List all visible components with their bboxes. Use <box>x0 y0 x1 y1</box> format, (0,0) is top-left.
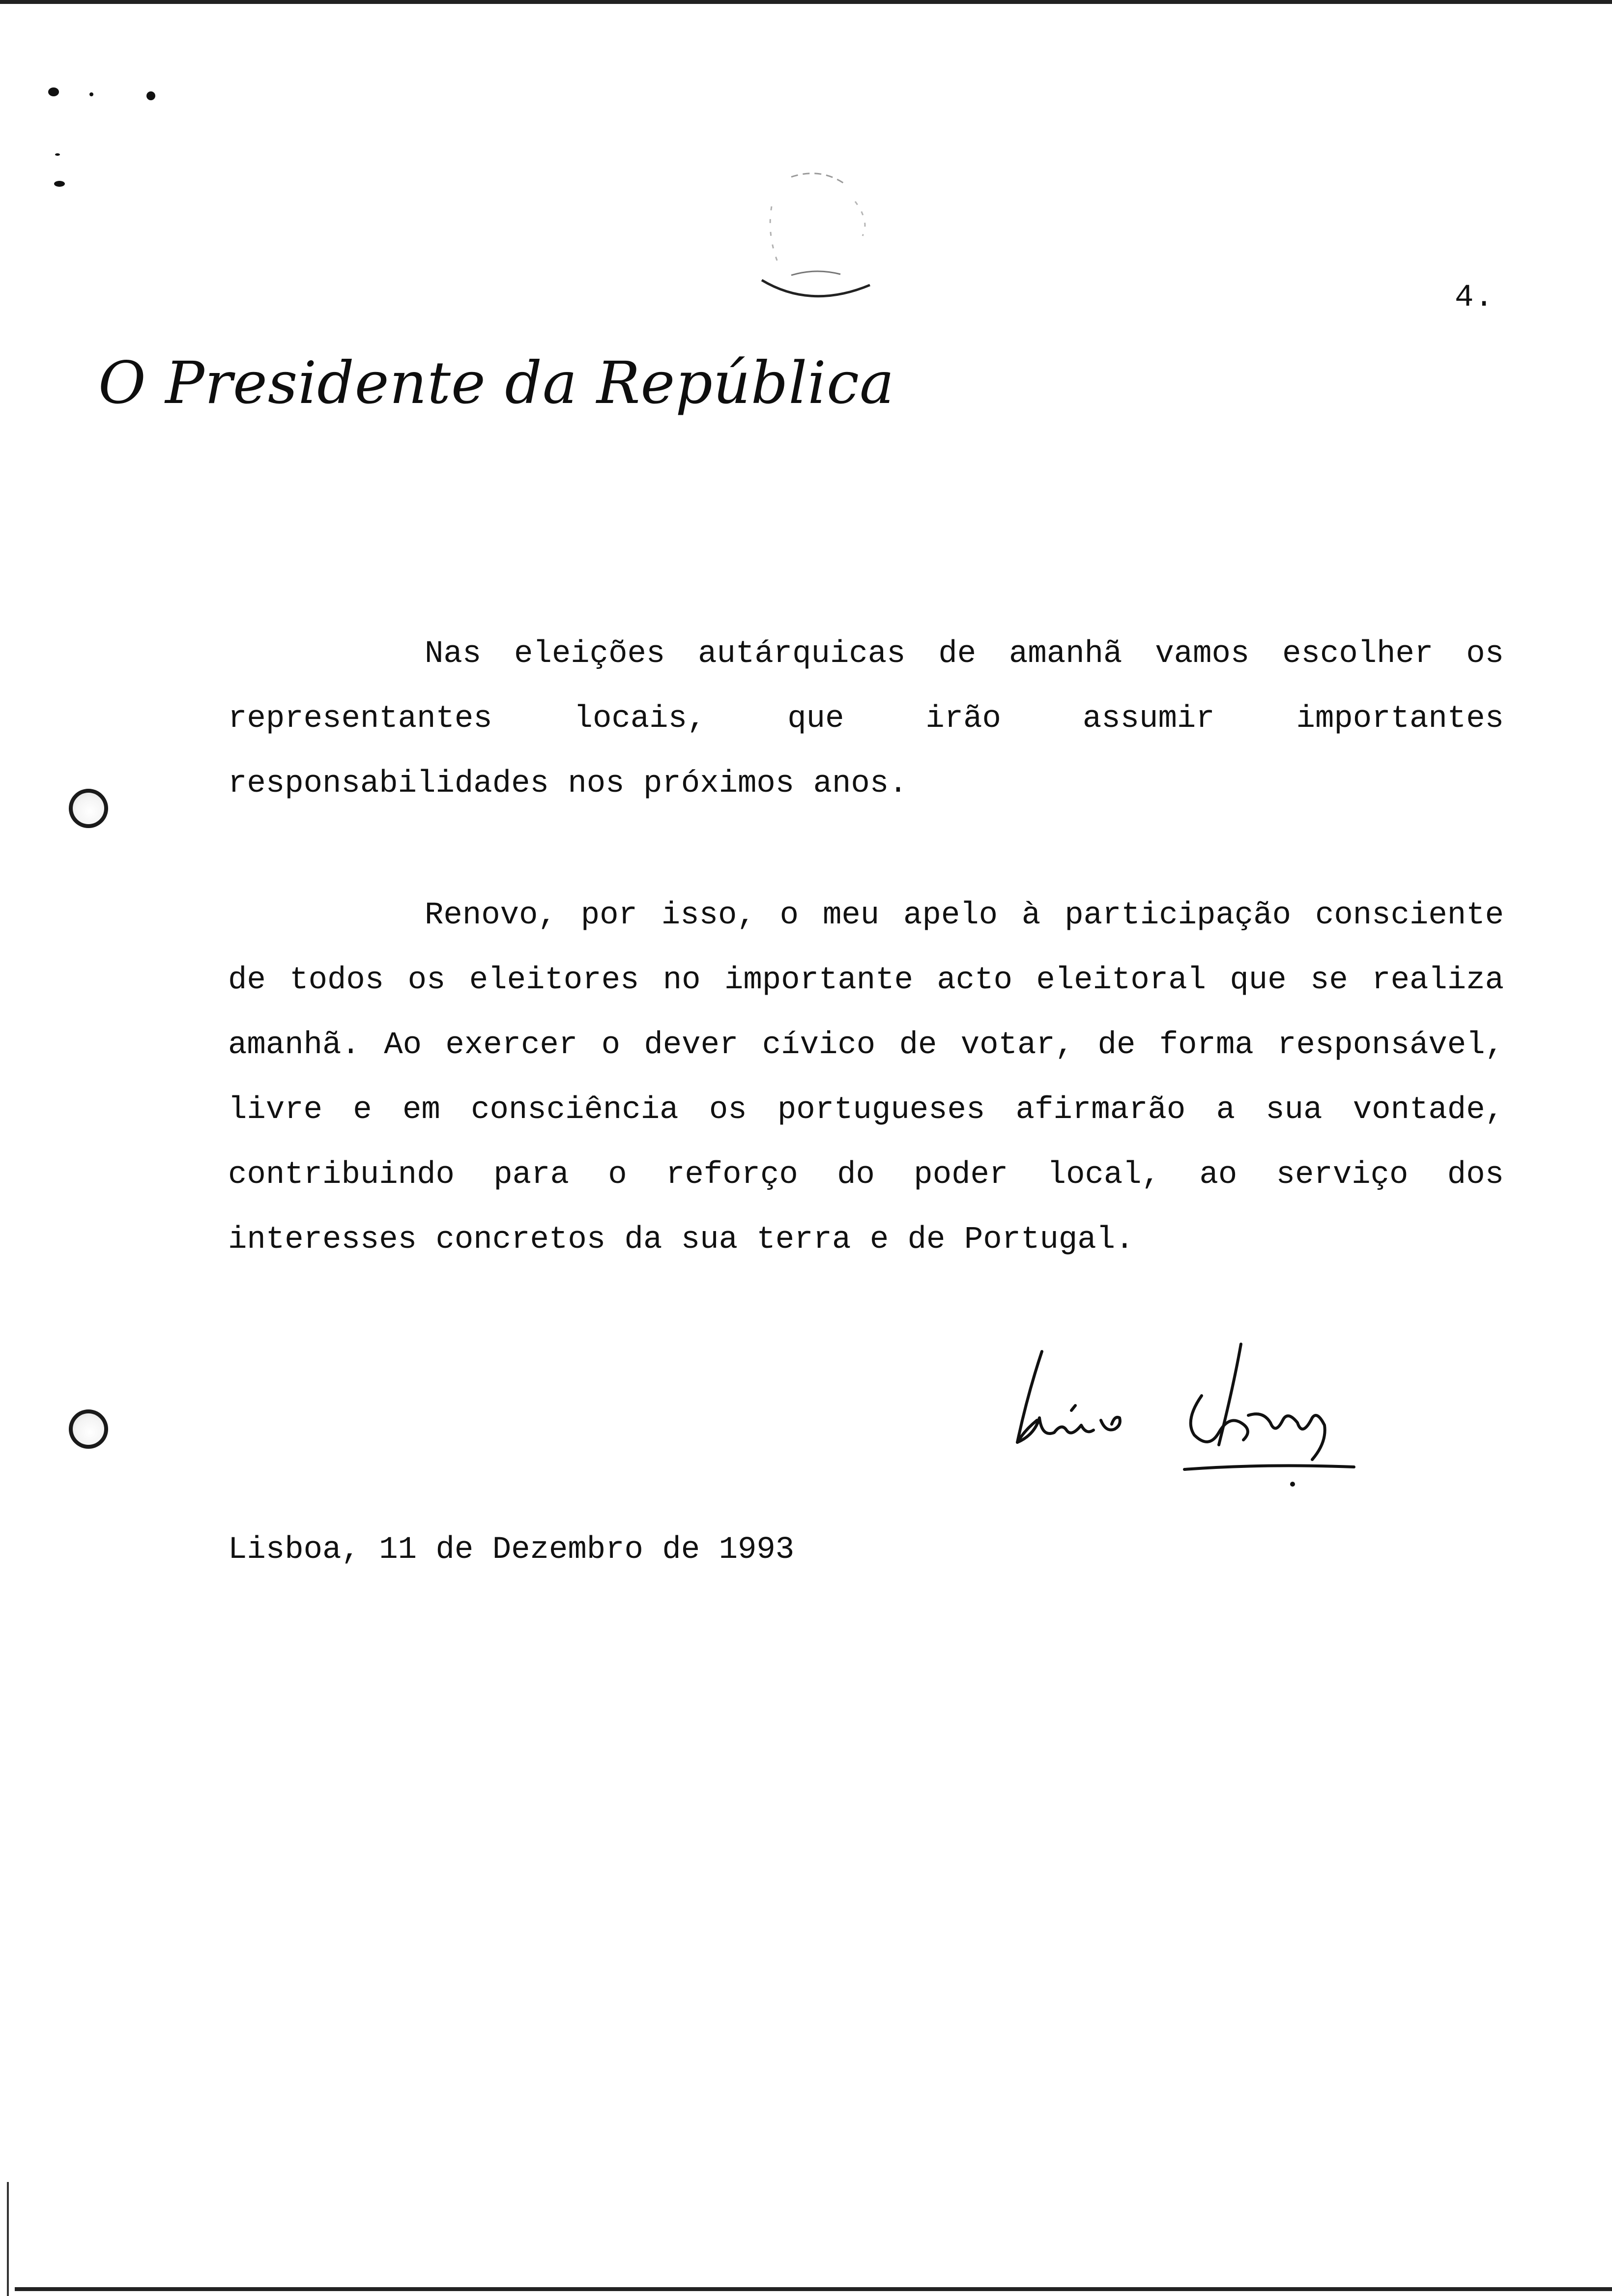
paragraph <box>228 622 1504 816</box>
paragraph-line: amanhã. Ao exercer o dever cívico de votar, de forma responsável, <box>228 1028 1504 1063</box>
paragraph <box>228 883 1504 1272</box>
scan-speck <box>54 181 65 187</box>
scan-speck <box>48 87 59 96</box>
handwritten-signature <box>988 1337 1361 1499</box>
scan-top-edge <box>0 0 1612 4</box>
paragraph-line: responsabilidades nos próximos anos. <box>228 766 908 802</box>
punch-hole <box>69 789 108 828</box>
paragraph-line: interesses concretos da sua terra e de Portugal. <box>228 1222 1134 1258</box>
scan-speck <box>89 92 93 96</box>
paragraph-line: de todos os eleitores no importante acto eleitoral que se realiza <box>228 963 1504 998</box>
scan-bottom-edge <box>15 2287 1612 2291</box>
place-date: Lisboa, 11 de Dezembro de 1993 <box>228 1532 795 1568</box>
letterhead: O Presidente da República <box>98 349 895 417</box>
punch-hole <box>69 1409 108 1449</box>
paragraph-line: representantes locais, que irão assumir importantes <box>228 701 1504 737</box>
scan-speck <box>146 91 155 100</box>
scan-left-edge <box>7 2182 9 2296</box>
paragraph-line: contribuindo para o reforço do poder local, ao serviço dos <box>228 1157 1504 1193</box>
paragraph-line: Renovo, por isso, o meu apelo à participação consciente <box>425 898 1504 933</box>
scan-speck <box>55 153 60 156</box>
paragraph-line: livre e em consciência os portugueses afirmarão a sua vontade, <box>228 1092 1504 1128</box>
faint-stamp-mark <box>757 162 880 310</box>
paragraph-line: Nas eleições autárquicas de amanhã vamos escolher os <box>425 636 1504 672</box>
page-number: 4. <box>1455 280 1495 316</box>
